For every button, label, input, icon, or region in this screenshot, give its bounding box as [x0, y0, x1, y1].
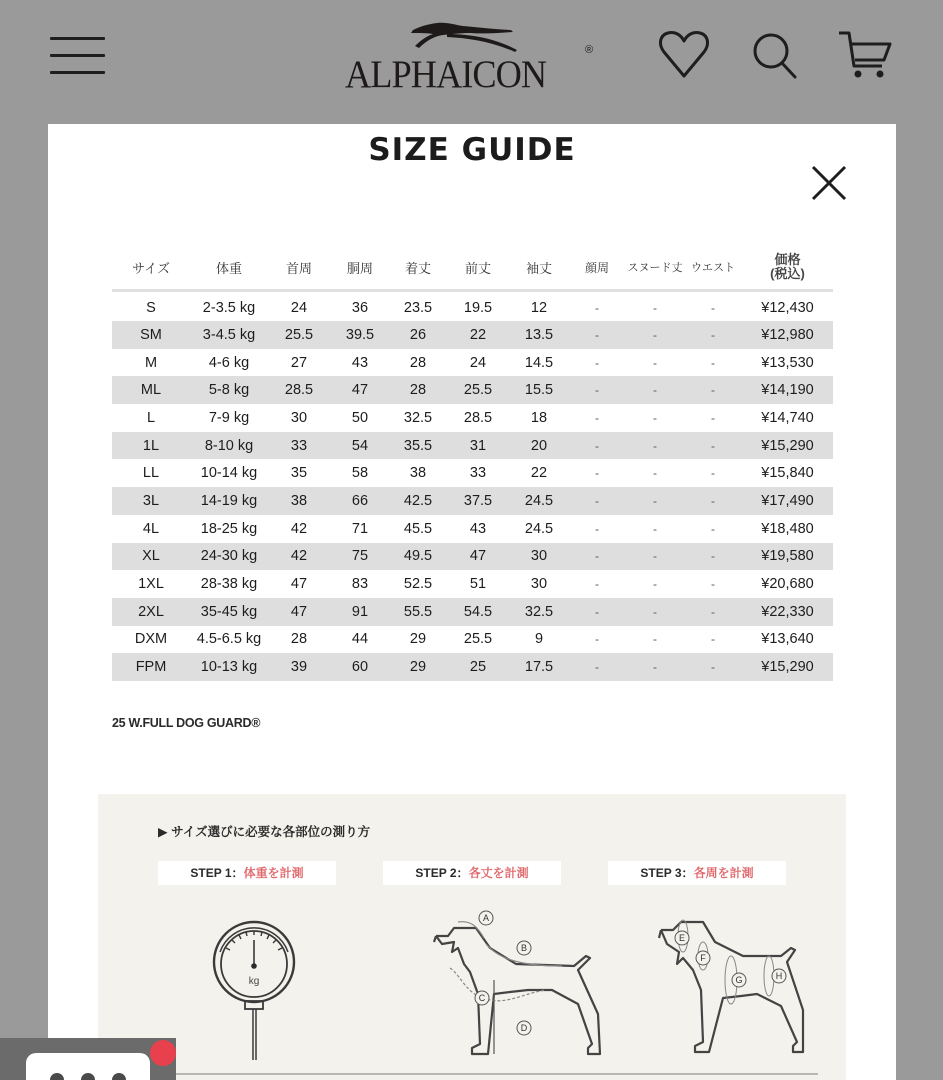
cell-weight: 2-3.5 kg — [202, 300, 256, 317]
brand-logo[interactable] — [345, 18, 605, 96]
cell-weight: 3-4.5 kg — [190, 321, 268, 349]
cell-length: 28 — [409, 354, 427, 371]
cell-front-length: 25.5 — [446, 376, 510, 404]
cell-sleeve: 12 — [530, 300, 548, 317]
cell-size: 4L — [142, 520, 160, 537]
cell-waist: - — [711, 301, 715, 316]
col-header-neck: 首周 — [268, 246, 330, 290]
cell-weight: 5-8 kg — [190, 376, 268, 404]
table-row — [112, 626, 833, 654]
svg-text:A: A — [482, 913, 490, 923]
table-row — [112, 404, 833, 432]
cell-size: XL — [112, 543, 190, 571]
table-row — [112, 653, 833, 681]
cell-snood: - — [653, 521, 657, 536]
col-header-waist: ウエスト — [684, 246, 742, 290]
cell-front-length: 51 — [469, 576, 487, 593]
cell-size: LL — [142, 465, 160, 482]
cell-sleeve: 15.5 — [510, 376, 568, 404]
cell-price: ¥15,840 — [761, 465, 814, 482]
cell-sleeve: 17.5 — [510, 653, 568, 681]
step-3-prefix: STEP 3： — [640, 866, 694, 880]
typing-dot-icon — [112, 1073, 126, 1080]
cell-waist: - — [684, 321, 742, 349]
size-table — [112, 246, 833, 681]
cell-neck: 30 — [290, 409, 308, 426]
col-header-price — [742, 246, 833, 290]
cell-price: ¥17,490 — [742, 487, 833, 515]
cell-snood: - — [626, 598, 684, 626]
cell-weight: 7-9 kg — [208, 409, 250, 426]
cell-front-length: 31 — [446, 432, 510, 460]
cell-face: - — [595, 466, 599, 481]
cell-neck: 25.5 — [268, 321, 330, 349]
cell-face: - — [568, 432, 626, 460]
brand-wordmark: ALPHAICON — [345, 53, 547, 96]
cell-size: FPM — [112, 653, 190, 681]
cell-front-length: 43 — [469, 520, 487, 537]
weight-scale-icon — [208, 912, 302, 1062]
cell-weight: 10-13 kg — [190, 653, 268, 681]
cell-waist: - — [711, 355, 715, 370]
cart-icon[interactable] — [836, 30, 896, 87]
cell-length: 42.5 — [390, 487, 446, 515]
guide-divider — [158, 1073, 818, 1075]
site-header — [0, 0, 943, 124]
cell-price: ¥19,580 — [742, 543, 833, 571]
cell-size: 1XL — [138, 576, 164, 593]
cell-chest: 58 — [351, 465, 369, 482]
cell-snood: - — [653, 632, 657, 647]
cell-face: - — [595, 521, 599, 536]
cell-sleeve: 30 — [510, 543, 568, 571]
cell-chest: 50 — [351, 409, 369, 426]
cell-neck: 28.5 — [268, 376, 330, 404]
cell-length: 26 — [390, 321, 446, 349]
cell-sleeve: 24.5 — [510, 487, 568, 515]
cell-snood: - — [653, 577, 657, 592]
step-2-prefix: STEP 2： — [415, 866, 469, 880]
cell-neck: 33 — [268, 432, 330, 460]
table-row — [112, 515, 833, 543]
cell-length: 23.5 — [403, 300, 433, 317]
cell-weight: 10-14 kg — [200, 465, 258, 482]
cell-price: ¥14,740 — [761, 409, 814, 426]
cell-length: 35.5 — [390, 432, 446, 460]
cell-sleeve: 13.5 — [510, 321, 568, 349]
cell-chest: 43 — [351, 354, 369, 371]
svg-text:H: H — [775, 971, 783, 981]
dog-girth-diagram — [653, 914, 833, 1064]
cell-front-length: 37.5 — [446, 487, 510, 515]
cell-chest: 91 — [330, 598, 390, 626]
cell-neck: 27 — [290, 354, 308, 371]
col-header-length: 着丈 — [390, 246, 446, 290]
typing-dot-icon — [50, 1073, 64, 1080]
cell-neck: 28 — [290, 631, 308, 648]
cell-length: 38 — [409, 465, 427, 482]
col-header-weight: 体重 — [190, 246, 268, 290]
cell-chest: 66 — [330, 487, 390, 515]
col-header-chest: 胴周 — [330, 246, 390, 290]
table-header-row — [112, 246, 833, 290]
svg-text:E: E — [678, 933, 686, 943]
step-2-label — [383, 861, 561, 885]
cell-snood: - — [653, 410, 657, 425]
cell-front-length: 54.5 — [446, 598, 510, 626]
svg-text:kg: kg — [248, 976, 260, 987]
dog-length-diagram — [428, 904, 608, 1064]
svg-text:F: F — [700, 953, 706, 963]
col-header-size: サイズ — [112, 246, 190, 290]
cell-snood: - — [626, 487, 684, 515]
cell-waist: - — [684, 653, 742, 681]
cell-face: - — [595, 301, 599, 316]
cell-front-length: 47 — [446, 543, 510, 571]
svg-text:D: D — [520, 1023, 528, 1033]
step-2-accent: 各丈を計測 — [468, 866, 529, 880]
size-guide-modal — [48, 124, 896, 1080]
table-row — [112, 349, 833, 377]
cell-waist: - — [711, 466, 715, 481]
table-row — [112, 570, 833, 598]
cell-chest: 60 — [330, 653, 390, 681]
cell-face: - — [568, 653, 626, 681]
cell-size: ML — [112, 376, 190, 404]
cell-sleeve: 32.5 — [510, 598, 568, 626]
cell-size: S — [146, 300, 156, 317]
cell-chest: 47 — [330, 376, 390, 404]
table-row — [112, 598, 833, 626]
cell-face: - — [595, 632, 599, 647]
guide-heading: ▶ サイズ選びに必要な各部位の測り方 — [158, 825, 371, 839]
cell-face: - — [568, 543, 626, 571]
col-header-front-length: 前丈 — [446, 246, 510, 290]
measurement-guide — [98, 794, 846, 1080]
cell-snood: - — [626, 653, 684, 681]
price-label: 価格 — [774, 252, 801, 268]
cell-face: - — [568, 487, 626, 515]
step-1-label — [158, 861, 336, 885]
table-row — [112, 321, 833, 349]
cell-face: - — [595, 410, 599, 425]
cell-sleeve: 30 — [530, 576, 548, 593]
step-3-accent: 各周を計測 — [693, 866, 754, 880]
heart-icon[interactable] — [656, 30, 712, 85]
cell-price: ¥12,980 — [742, 321, 833, 349]
cell-neck: 38 — [268, 487, 330, 515]
step-1-prefix: STEP 1： — [190, 866, 244, 880]
cell-front-length: 25.5 — [463, 631, 493, 648]
cell-chest: 54 — [330, 432, 390, 460]
cell-front-length: 24 — [469, 354, 487, 371]
cell-face: - — [568, 376, 626, 404]
search-icon[interactable] — [748, 30, 804, 85]
cell-neck: 47 — [290, 576, 308, 593]
cell-weight: 4.5-6.5 kg — [196, 631, 262, 648]
cell-face: - — [568, 321, 626, 349]
cell-price: ¥22,330 — [742, 598, 833, 626]
cell-waist: - — [711, 521, 715, 536]
cell-neck: 42 — [268, 543, 330, 571]
cell-face: - — [568, 598, 626, 626]
modal-title: SIZE GUIDE — [368, 132, 576, 168]
cell-size: SM — [112, 321, 190, 349]
cell-price: ¥15,290 — [742, 432, 833, 460]
cell-waist: - — [684, 432, 742, 460]
table-row — [112, 376, 833, 404]
cell-waist: - — [684, 376, 742, 404]
cell-size: 3L — [112, 487, 190, 515]
cell-price: ¥13,640 — [761, 631, 814, 648]
cell-snood: - — [626, 543, 684, 571]
cell-price: ¥20,680 — [761, 576, 814, 593]
hamburger-menu-icon[interactable] — [50, 37, 106, 75]
cell-length: 29 — [409, 631, 427, 648]
chat-widget-button[interactable] — [26, 1053, 150, 1080]
leaping-dog-logo-icon — [407, 20, 537, 56]
cell-weight: 28-38 kg — [200, 576, 258, 593]
svg-text:G: G — [735, 975, 743, 985]
cell-size: 1L — [112, 432, 190, 460]
cell-snood: - — [653, 301, 657, 316]
cell-snood: - — [653, 355, 657, 370]
cell-snood: - — [626, 321, 684, 349]
cell-waist: - — [711, 577, 715, 592]
cell-price: ¥12,430 — [761, 300, 814, 317]
cell-snood: - — [626, 376, 684, 404]
product-model-name: 25 W.FULL DOG GUARD® — [112, 716, 261, 730]
cell-face: - — [595, 355, 599, 370]
tax-included-label: (税込) — [770, 266, 805, 282]
cell-front-length: 28.5 — [463, 409, 493, 426]
size-table-body — [112, 290, 833, 681]
cell-sleeve: 18 — [530, 409, 548, 426]
table-row — [112, 487, 833, 515]
cell-waist: - — [684, 543, 742, 571]
table-row — [112, 432, 833, 460]
cell-waist: - — [711, 632, 715, 647]
cell-size: L — [146, 409, 156, 426]
cell-sleeve: 14.5 — [524, 354, 554, 371]
table-row — [112, 543, 833, 571]
cell-size: DXM — [134, 631, 168, 648]
cell-weight: 18-25 kg — [200, 520, 258, 537]
cell-waist: - — [711, 410, 715, 425]
svg-text:C: C — [478, 993, 486, 1003]
cell-chest: 71 — [351, 520, 369, 537]
col-header-snood: スヌード丈 — [626, 246, 684, 290]
cell-front-length: 19.5 — [463, 300, 493, 317]
cell-neck: 35 — [290, 465, 308, 482]
col-header-face: 顔周 — [568, 246, 626, 290]
cell-length: 45.5 — [403, 520, 433, 537]
cell-chest: 39.5 — [330, 321, 390, 349]
cell-length: 29 — [390, 653, 446, 681]
cell-length: 49.5 — [390, 543, 446, 571]
cell-price: ¥18,480 — [761, 520, 814, 537]
cell-length: 32.5 — [403, 409, 433, 426]
svg-text:B: B — [520, 943, 528, 953]
typing-dot-icon — [81, 1073, 95, 1080]
cell-neck: 42 — [290, 520, 308, 537]
cell-neck: 47 — [268, 598, 330, 626]
table-row — [112, 459, 833, 487]
cell-snood: - — [626, 432, 684, 460]
cell-sleeve: 22 — [530, 465, 548, 482]
cell-weight: 24-30 kg — [190, 543, 268, 571]
cell-waist: - — [684, 487, 742, 515]
cell-front-length: 33 — [469, 465, 487, 482]
cell-weight: 4-6 kg — [208, 354, 250, 371]
cell-chest: 36 — [351, 300, 369, 317]
cell-size: 2XL — [112, 598, 190, 626]
cell-size: M — [144, 354, 158, 371]
cell-sleeve: 9 — [534, 631, 544, 648]
cell-weight: 14-19 kg — [190, 487, 268, 515]
cell-waist: - — [684, 598, 742, 626]
cell-neck: 24 — [290, 300, 308, 317]
cell-length: 52.5 — [403, 576, 433, 593]
cell-weight: 35-45 kg — [190, 598, 268, 626]
step-1-accent: 体重を計測 — [243, 866, 304, 880]
close-icon[interactable] — [810, 164, 848, 202]
cell-front-length: 25 — [446, 653, 510, 681]
cell-price: ¥15,290 — [742, 653, 833, 681]
cell-front-length: 22 — [446, 321, 510, 349]
notification-badge — [150, 1040, 176, 1066]
cell-price: ¥14,190 — [742, 376, 833, 404]
cell-length: 55.5 — [390, 598, 446, 626]
cell-neck: 39 — [268, 653, 330, 681]
cell-weight: 8-10 kg — [190, 432, 268, 460]
cell-chest: 44 — [351, 631, 369, 648]
cell-sleeve: 20 — [510, 432, 568, 460]
col-header-sleeve: 袖丈 — [510, 246, 568, 290]
step-3-label — [608, 861, 786, 885]
table-row — [112, 290, 833, 321]
cell-length: 28 — [390, 376, 446, 404]
cell-face: - — [595, 577, 599, 592]
cell-price: ¥13,530 — [761, 354, 814, 371]
cell-sleeve: 24.5 — [524, 520, 554, 537]
registered-mark: ® — [585, 44, 594, 56]
cell-chest: 83 — [351, 576, 369, 593]
cell-chest: 75 — [330, 543, 390, 571]
cell-snood: - — [653, 466, 657, 481]
